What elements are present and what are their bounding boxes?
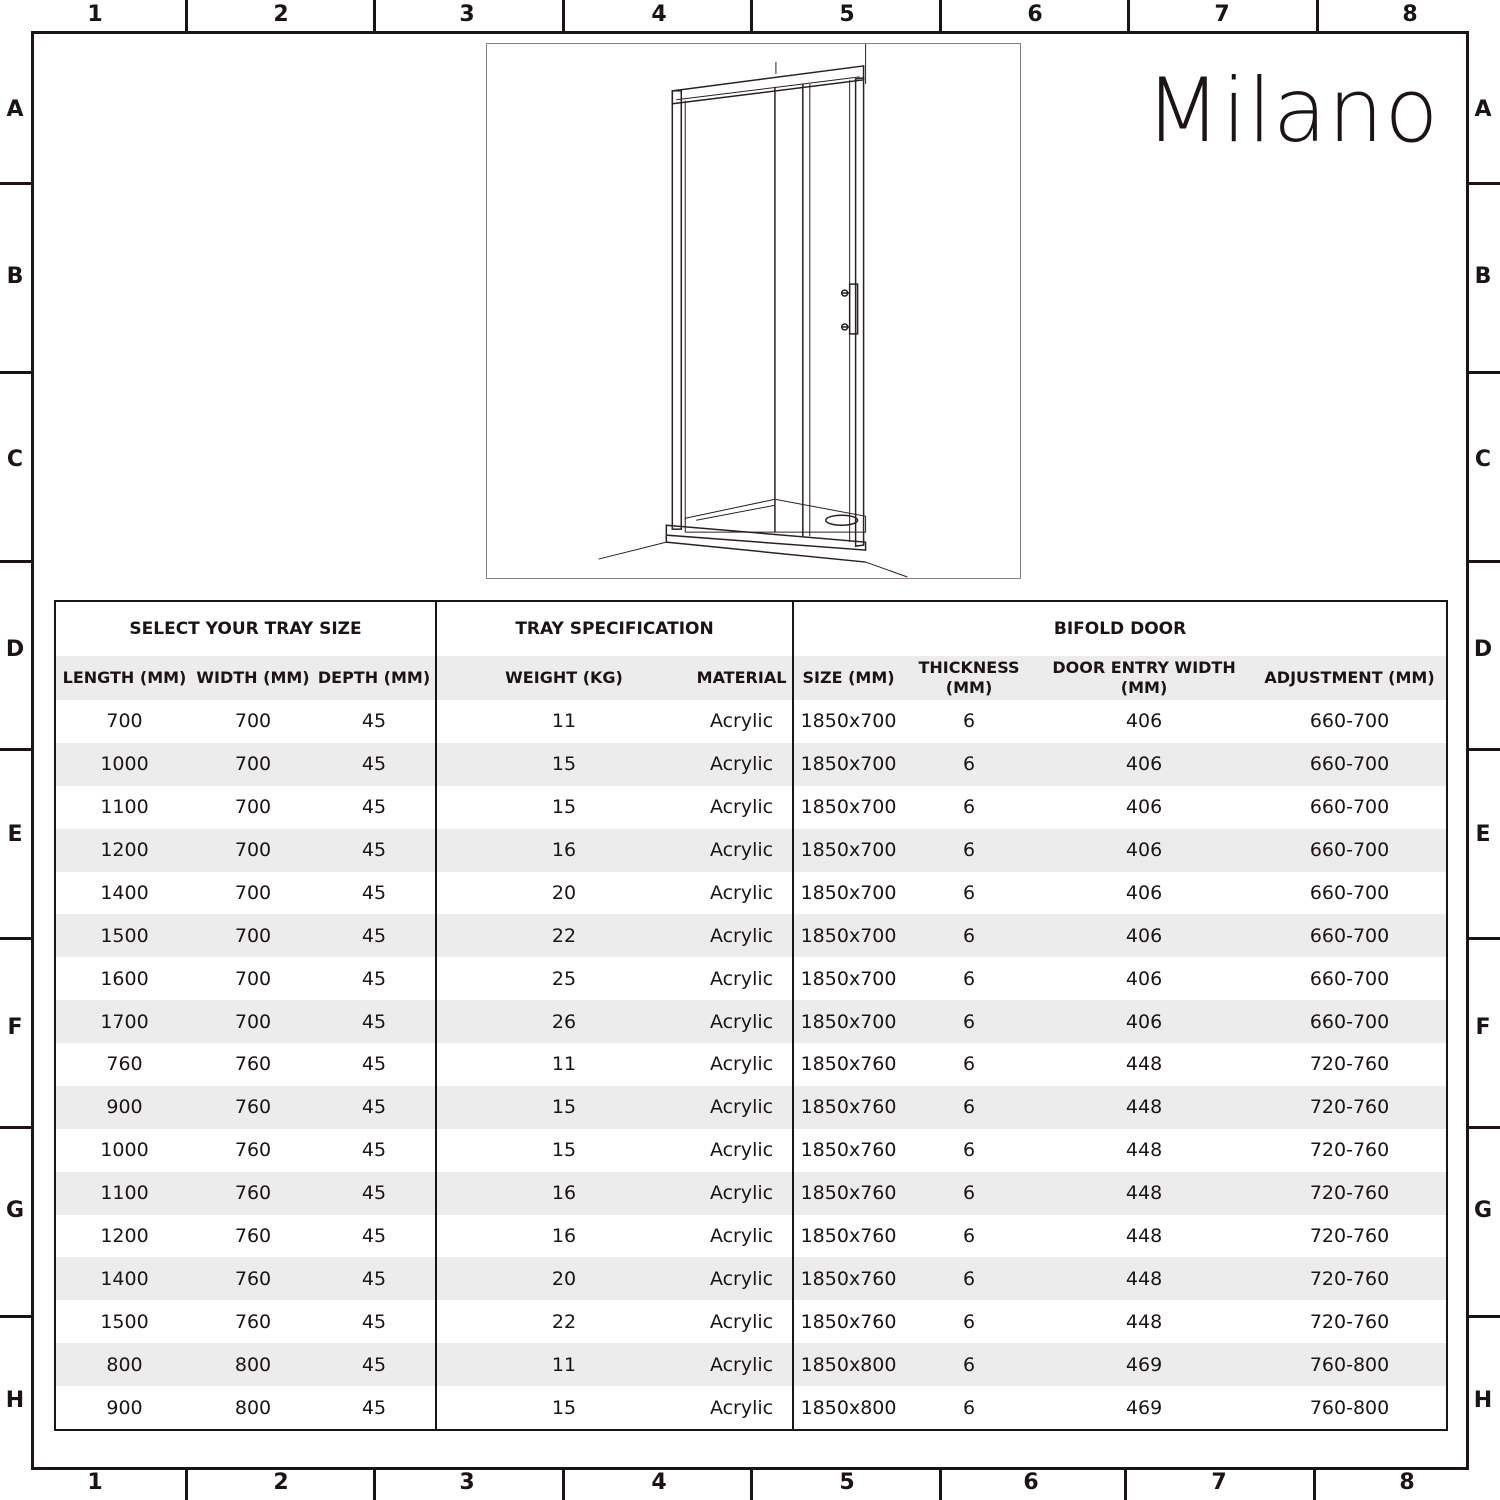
cell-adjustment: 720-760 [1253,1172,1446,1215]
cell-material: Acrylic [691,743,793,786]
grid-ref-bottom-1: 1 [87,1470,103,1495]
cell-depth: 45 [361,881,387,904]
cell-thickness: 6 [903,1086,1035,1129]
cell-length: 760 [106,1053,143,1076]
cell-depth: 45 [313,1172,436,1215]
cell-material: Acrylic [691,1000,793,1043]
cell-size: 1850x700 [793,829,903,872]
grid-tick [939,1467,942,1500]
cell-width: 700 [193,829,313,872]
column-header-weight: WEIGHT (KG) [436,656,691,700]
cell-length: 1200 [56,829,193,872]
cell-thickness: 6 [962,1053,976,1076]
cell-length: 1500 [56,914,193,957]
cell-width: 800 [234,1396,272,1419]
table-row [56,1000,1446,1043]
cell-depth: 45 [361,1396,387,1419]
cell-size: 1850x760 [793,1086,903,1129]
cell-adjustment: 720-760 [1253,1257,1446,1300]
grid-ref-left-e: E [7,822,23,847]
cell-door-entry-width: 448 [1125,1224,1163,1247]
grid-ref-left-d: D [5,637,25,662]
cell-material: Acrylic [709,1310,774,1333]
cell-size: 1850x700 [793,957,903,1000]
table-row [56,1257,1446,1300]
cell-material: Acrylic [691,1172,793,1215]
cell-size: 1850x700 [793,743,903,786]
cell-weight: 20 [436,1257,691,1300]
cell-width: 700 [234,967,272,990]
group-header-bifold-door: BIFOLD DOOR [793,602,1446,656]
grid-tick [1466,560,1500,563]
cell-adjustment: 720-760 [1253,1086,1446,1129]
grid-tick [0,1315,31,1318]
cell-weight: 15 [436,743,691,786]
grid-ref-right-d: D [1473,637,1493,662]
cell-weight: 25 [436,957,691,1000]
table-row [56,957,1446,1000]
cell-material: Acrylic [709,1224,774,1247]
grid-ref-bottom-3: 3 [459,1470,475,1495]
table-row [56,1215,1446,1258]
cell-door-entry-width: 406 [1125,796,1163,819]
grid-tick [0,560,31,563]
cell-door-entry-width: 469 [1125,1396,1163,1419]
cell-length: 1000 [56,743,193,786]
table-row [56,786,1446,829]
grid-ref-bottom-6: 6 [1023,1470,1039,1495]
column-header-thickness: THICKNESS (MM) [903,656,1035,700]
table-group-header-row [56,602,1446,656]
cell-thickness: 6 [962,881,976,904]
cell-material: Acrylic [709,1053,774,1076]
cell-width: 760 [234,1053,272,1076]
grid-ref-top-7: 7 [1214,2,1230,27]
cell-adjustment: 660-700 [1309,796,1390,819]
table-column-header-row [56,656,1446,700]
cell-door-entry-width: 448 [1125,1310,1163,1333]
cell-adjustment: 720-760 [1309,1224,1390,1247]
grid-tick [750,0,753,31]
cell-door-entry-width: 448 [1125,1139,1163,1162]
cell-depth: 45 [361,710,387,733]
cell-depth: 45 [313,1000,436,1043]
grid-ref-right-e: E [1475,822,1491,847]
cell-thickness: 6 [903,1257,1035,1300]
cell-door-entry-width: 448 [1035,1172,1253,1215]
cell-weight: 22 [436,1300,691,1343]
cell-thickness: 6 [962,710,976,733]
cell-depth: 45 [313,914,436,957]
cell-width: 760 [234,1139,272,1162]
grid-ref-left-a: A [6,97,24,122]
column-header-door-entry-width: DOOR ENTRY WIDTH (MM) [1035,656,1253,700]
grid-ref-bottom-8: 8 [1399,1470,1415,1495]
cell-door-entry-width: 448 [1035,1257,1253,1300]
cell-thickness: 6 [903,914,1035,957]
table-row [56,1129,1446,1172]
cell-width: 700 [234,710,272,733]
grid-ref-left-b: B [6,264,24,289]
cell-length: 1100 [100,796,149,819]
grid-tick [1466,748,1500,751]
cell-size: 1850x700 [793,1000,903,1043]
cell-door-entry-width: 406 [1035,743,1253,786]
cell-weight: 11 [436,1343,691,1386]
grid-tick [1466,371,1500,374]
cell-length: 1400 [56,1257,193,1300]
cell-thickness: 6 [962,1139,976,1162]
cell-material: Acrylic [709,881,774,904]
brand-logo: Milano [1145,59,1440,162]
grid-tick [1313,1467,1316,1500]
grid-tick [1466,1315,1500,1318]
cell-adjustment: 660-700 [1253,914,1446,957]
cell-length: 1200 [100,1224,149,1247]
cell-material: Acrylic [709,796,774,819]
grid-tick [750,1467,753,1500]
cell-thickness: 6 [903,1000,1035,1043]
table-row [56,829,1446,872]
grid-ref-bottom-4: 4 [651,1470,667,1495]
cell-length: 1100 [56,1172,193,1215]
cell-size: 1850x760 [793,1043,903,1086]
cell-size: 1850x760 [793,1300,903,1343]
grid-ref-right-a: A [1474,97,1492,122]
cell-depth: 45 [313,743,436,786]
grid-tick [0,371,31,374]
table-row [56,872,1446,915]
cell-weight: 16 [436,829,691,872]
cell-adjustment: 760-800 [1253,1343,1446,1386]
table-row [56,1343,1446,1386]
grid-ref-right-c: C [1474,447,1492,472]
cell-door-entry-width: 406 [1125,710,1163,733]
cell-material: Acrylic [691,914,793,957]
grid-tick [373,0,376,31]
grid-ref-top-4: 4 [651,2,667,27]
cell-size: 1850x800 [793,1386,903,1429]
cell-thickness: 6 [903,743,1035,786]
cell-thickness: 6 [962,1224,976,1247]
cell-adjustment: 660-700 [1309,881,1390,904]
cell-depth: 45 [361,1224,387,1247]
cell-length: 1400 [100,881,149,904]
grid-ref-bottom-7: 7 [1211,1470,1227,1495]
cell-adjustment: 660-700 [1309,967,1390,990]
cell-length: 1700 [56,1000,193,1043]
grid-ref-left-h: H [5,1388,25,1413]
cell-material: Acrylic [691,1257,793,1300]
cell-width: 700 [193,743,313,786]
column-header-material: MATERIAL [691,656,793,700]
cell-width: 700 [234,796,272,819]
grid-tick [0,748,31,751]
cell-door-entry-width: 406 [1035,829,1253,872]
cell-size: 1850x760 [793,1215,903,1258]
cell-thickness: 6 [962,967,976,990]
cell-weight: 11 [436,1043,691,1086]
cell-adjustment: 660-700 [1253,829,1446,872]
cell-depth: 45 [313,1343,436,1386]
cell-depth: 45 [313,1257,436,1300]
grid-ref-top-1: 1 [87,2,103,27]
group-header-tray-specification: TRAY SPECIFICATION [436,602,793,656]
grid-ref-bottom-2: 2 [273,1470,289,1495]
cell-weight: 20 [436,872,691,915]
grid-tick [562,0,565,31]
grid-tick [939,0,942,31]
table-row [56,914,1446,957]
grid-tick [1124,1467,1127,1500]
grid-tick [1466,937,1500,940]
grid-ref-top-3: 3 [459,2,475,27]
grid-ref-right-g: G [1473,1198,1493,1223]
grid-tick [562,1467,565,1500]
column-header-width: WIDTH (MM) [193,656,313,700]
cell-length: 1500 [100,1310,149,1333]
cell-width: 700 [234,881,272,904]
table-row [56,1386,1446,1429]
cell-weight: 15 [436,1386,691,1429]
cell-material: Acrylic [691,1086,793,1129]
cell-material: Acrylic [709,1139,774,1162]
cell-door-entry-width: 406 [1035,914,1253,957]
cell-width: 760 [193,1172,313,1215]
grid-ref-top-8: 8 [1402,2,1418,27]
table-row [56,1043,1446,1086]
cell-depth: 45 [361,796,387,819]
cell-door-entry-width: 406 [1125,881,1163,904]
cell-size: 1850x700 [793,872,903,915]
cell-weight: 15 [436,786,691,829]
cell-width: 760 [193,1086,313,1129]
cell-weight: 15 [436,1129,691,1172]
grid-ref-right-b: B [1474,264,1492,289]
cell-length: 1600 [100,967,149,990]
cell-depth: 45 [361,1310,387,1333]
cell-size: 1850x800 [793,1343,903,1386]
bifold-door-line-art [487,44,1020,578]
grid-ref-left-c: C [6,447,24,472]
cell-size: 1850x760 [793,1129,903,1172]
cell-door-entry-width: 448 [1035,1086,1253,1129]
grid-tick [1466,182,1500,185]
grid-tick [185,1467,188,1500]
cell-size: 1850x700 [793,786,903,829]
cell-size: 1850x760 [793,1172,903,1215]
cell-weight: 16 [436,1172,691,1215]
cell-weight: 26 [436,1000,691,1043]
cell-material: Acrylic [691,829,793,872]
column-header-size: SIZE (MM) [793,656,903,700]
cell-length: 800 [56,1343,193,1386]
cell-thickness: 6 [903,1172,1035,1215]
grid-tick [185,0,188,31]
grid-ref-right-h: H [1473,1388,1493,1413]
cell-door-entry-width: 448 [1125,1053,1163,1076]
cell-depth: 45 [313,1086,436,1129]
cell-length: 900 [56,1086,193,1129]
cell-length: 700 [106,710,143,733]
cell-weight: 16 [436,1215,691,1258]
cell-adjustment: 720-760 [1309,1053,1390,1076]
grid-tick [1466,1126,1500,1129]
column-header-depth: DEPTH (MM) [313,656,436,700]
cell-thickness: 6 [903,829,1035,872]
cell-adjustment: 660-700 [1309,710,1390,733]
grid-ref-left-g: G [5,1198,25,1223]
cell-depth: 45 [361,967,387,990]
cell-adjustment: 660-700 [1253,1000,1446,1043]
cell-material: Acrylic [709,967,774,990]
cell-thickness: 6 [962,1310,976,1333]
grid-ref-bottom-5: 5 [839,1470,855,1495]
grid-tick [0,1126,31,1129]
column-header-adjustment: ADJUSTMENT (MM) [1253,656,1446,700]
grid-ref-right-f: F [1475,1015,1491,1040]
cell-width: 760 [193,1257,313,1300]
table-row [56,1172,1446,1215]
cell-adjustment: 720-760 [1309,1139,1390,1162]
grid-tick [0,182,31,185]
bifold-door-drawing [486,43,1021,579]
cell-material: Acrylic [709,710,774,733]
cell-thickness: 6 [962,1396,976,1419]
grid-ref-top-5: 5 [839,2,855,27]
cell-depth: 45 [313,829,436,872]
cell-size: 1850x760 [793,1257,903,1300]
cell-depth: 45 [361,1139,387,1162]
cell-size: 1850x700 [793,700,903,743]
cell-length: 1000 [100,1139,149,1162]
cell-material: Acrylic [691,1343,793,1386]
table-row [56,743,1446,786]
grid-tick [373,1467,376,1500]
grid-tick [0,937,31,940]
cell-size: 1850x700 [793,914,903,957]
cell-adjustment: 760-800 [1309,1396,1390,1419]
table-body [56,700,1446,1429]
cell-door-entry-width: 406 [1035,1000,1253,1043]
cell-depth: 45 [361,1053,387,1076]
spec-table [54,600,1448,1431]
cell-weight: 11 [436,700,691,743]
grid-ref-left-f: F [7,1015,23,1040]
cell-weight: 22 [436,914,691,957]
grid-tick [1127,0,1130,31]
table-row [56,1086,1446,1129]
cell-thickness: 6 [903,1343,1035,1386]
cell-door-entry-width: 469 [1035,1343,1253,1386]
grid-ref-top-6: 6 [1027,2,1043,27]
column-header-length: LENGTH (MM) [56,656,193,700]
cell-adjustment: 660-700 [1253,743,1446,786]
grid-tick [1316,0,1319,31]
cell-width: 700 [193,914,313,957]
cell-adjustment: 720-760 [1309,1310,1390,1333]
cell-width: 760 [234,1310,272,1333]
cell-material: Acrylic [709,1396,774,1419]
cell-length: 900 [106,1396,143,1419]
cell-thickness: 6 [962,796,976,819]
grid-ref-top-2: 2 [273,2,289,27]
table-row [56,1300,1446,1343]
cell-width: 760 [234,1224,272,1247]
cell-width: 800 [193,1343,313,1386]
cell-door-entry-width: 406 [1125,967,1163,990]
cell-weight: 15 [436,1086,691,1129]
table-row [56,700,1446,743]
cell-width: 700 [193,1000,313,1043]
group-header-tray-size: SELECT YOUR TRAY SIZE [56,602,436,656]
